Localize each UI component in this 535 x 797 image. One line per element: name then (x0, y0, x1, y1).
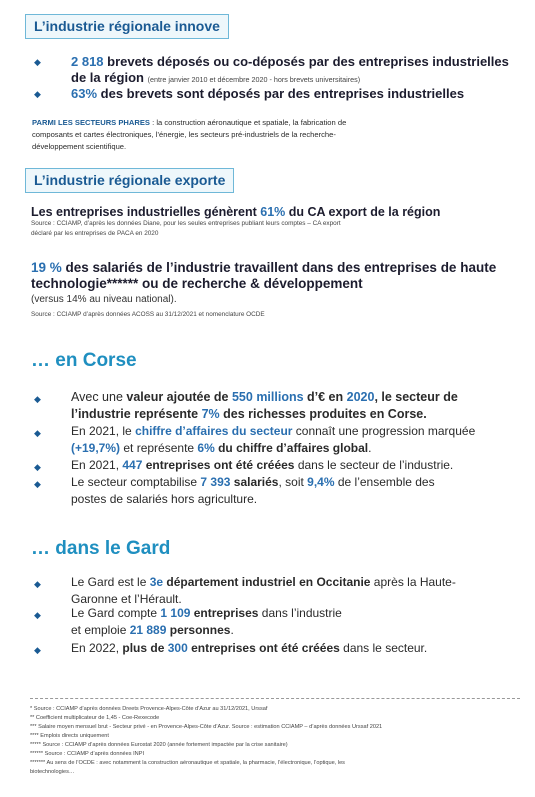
footnote-7: ******* Au sens de l’OCDE : avec notamment la construction aéronautique et spatiale, la pharmacie, l’électronique, l’optique, les (30, 760, 345, 766)
footnote-7-cont: biotechnologies… (30, 769, 75, 775)
bullet-icon: ◆ (34, 462, 41, 472)
footnote-4: **** Emplois directs uniquement (30, 733, 109, 739)
heading-gard: … dans le Gard (31, 538, 171, 559)
footnote-separator (30, 698, 520, 699)
footnote-6: ****** Source : CCIAMP d’après données INPI (30, 751, 145, 757)
export-stat-2: 19 % des salariés de l’industrie travaillent dans des entreprises de haute (31, 260, 497, 275)
footnote-3: *** Salaire moyen mensuel brut - Secteur privé - en Provence-Alpes-Côte d’Azur. Source : estimation CCIAMP – d’après données Urssaf 2021 (30, 724, 383, 730)
secteurs-phares-text: PARMI LES SECTEURS PHARES : la construction aéronautique et spatiale, la fabrication de composants et cartes électroniques, l’énergie, les secteurs pré-industriels de la recherche- développement scientifique. (32, 118, 347, 151)
bullet-icon: ◆ (34, 57, 41, 67)
export-stat-2-line3: (versus 14% au niveau national). (31, 294, 177, 305)
bullet-icon: ◆ (34, 479, 41, 489)
corse-item-1-line2: l’industrie représente 7% des richesses produites en Corse. (71, 407, 427, 421)
corse-item-2: En 2021, le chiffre d’affaires du secteur connaît une progression marquée (71, 424, 476, 438)
footnote-2: ** Coefficient multiplicateur de 1,45 - Coe-Rexecode (30, 715, 160, 721)
bullet-icon: ◆ (34, 394, 41, 404)
gard-item-3: En 2022, plus de 300 entreprises ont été créées dans le secteur. (71, 641, 428, 655)
bullet-icon: ◆ (34, 579, 41, 589)
footnote-1: * Source : CCIAMP d’après données Dreets Provence-Alpes-Côte d’Azur au 31/12/2021, Urssaf (30, 706, 268, 712)
export-source-2: Source : CCIAMP d’après données ACOSS au 31/12/2021 et nomenclature OCDE (31, 311, 265, 318)
bullet-icon: ◆ (34, 645, 41, 655)
corse-item-3: En 2021, 447 entreprises ont été créées dans le secteur de l’industrie. (71, 458, 454, 472)
bullet-icon: ◆ (34, 428, 41, 438)
bullet-icon: ◆ (34, 610, 41, 620)
gard-item-1: Le Gard est le 3e département industriel en Occitanie après la Haute- (71, 575, 456, 589)
gard-item-2-line2: et emploie 21 889 personnes. (71, 623, 234, 637)
section-title-innove: L’industrie régionale innove (25, 14, 229, 39)
export-stat-1: Les entreprises industrielles génèrent 61% du CA export de la région (31, 205, 441, 219)
innove-bullet-2: 63% des brevets sont déposés par des entreprises industrielles (71, 86, 465, 101)
innove-bullet-1-line2: de la région (entre janvier 2010 et décembre 2020 - hors brevets universitaires) (71, 70, 361, 85)
section-title-exporte: L’industrie régionale exporte (25, 168, 234, 193)
gard-item-1-line2: Garonne et l’Hérault. (71, 592, 182, 606)
innove-bullet-1: 2 818 brevets déposés ou co-déposés par des entreprises industrielles (71, 54, 509, 69)
corse-item-1: Avec une valeur ajoutée de 550 millions d’€ en 2020, le secteur de (71, 390, 458, 404)
corse-item-4-line2: postes de salariés hors agriculture. (71, 492, 258, 506)
corse-item-2-line2: (+19,7%) et représente 6% du chiffre d’affaires global. (71, 441, 372, 455)
heading-corse: … en Corse (31, 350, 137, 371)
export-stat-2-line2: technologie****** ou de recherche & développement (31, 276, 363, 291)
export-source-1: Source : CCIAMP, d’après les données Diane, pour les seules entreprises publiant leurs comptes – CA export déclaré par les entreprises de PACA en 2020 (31, 220, 341, 237)
bullet-icon: ◆ (34, 89, 41, 99)
footnote-5: ***** Source : CCIAMP d’après données Eurostat 2020 (année fortement impactée par la crise sanitaire) (30, 742, 288, 748)
gard-item-2: Le Gard compte 1 109 entreprises dans l’industrie (71, 606, 342, 620)
corse-item-4: Le secteur comptabilise 7 393 salariés, soit 9,4% de l’ensemble des (71, 475, 435, 489)
